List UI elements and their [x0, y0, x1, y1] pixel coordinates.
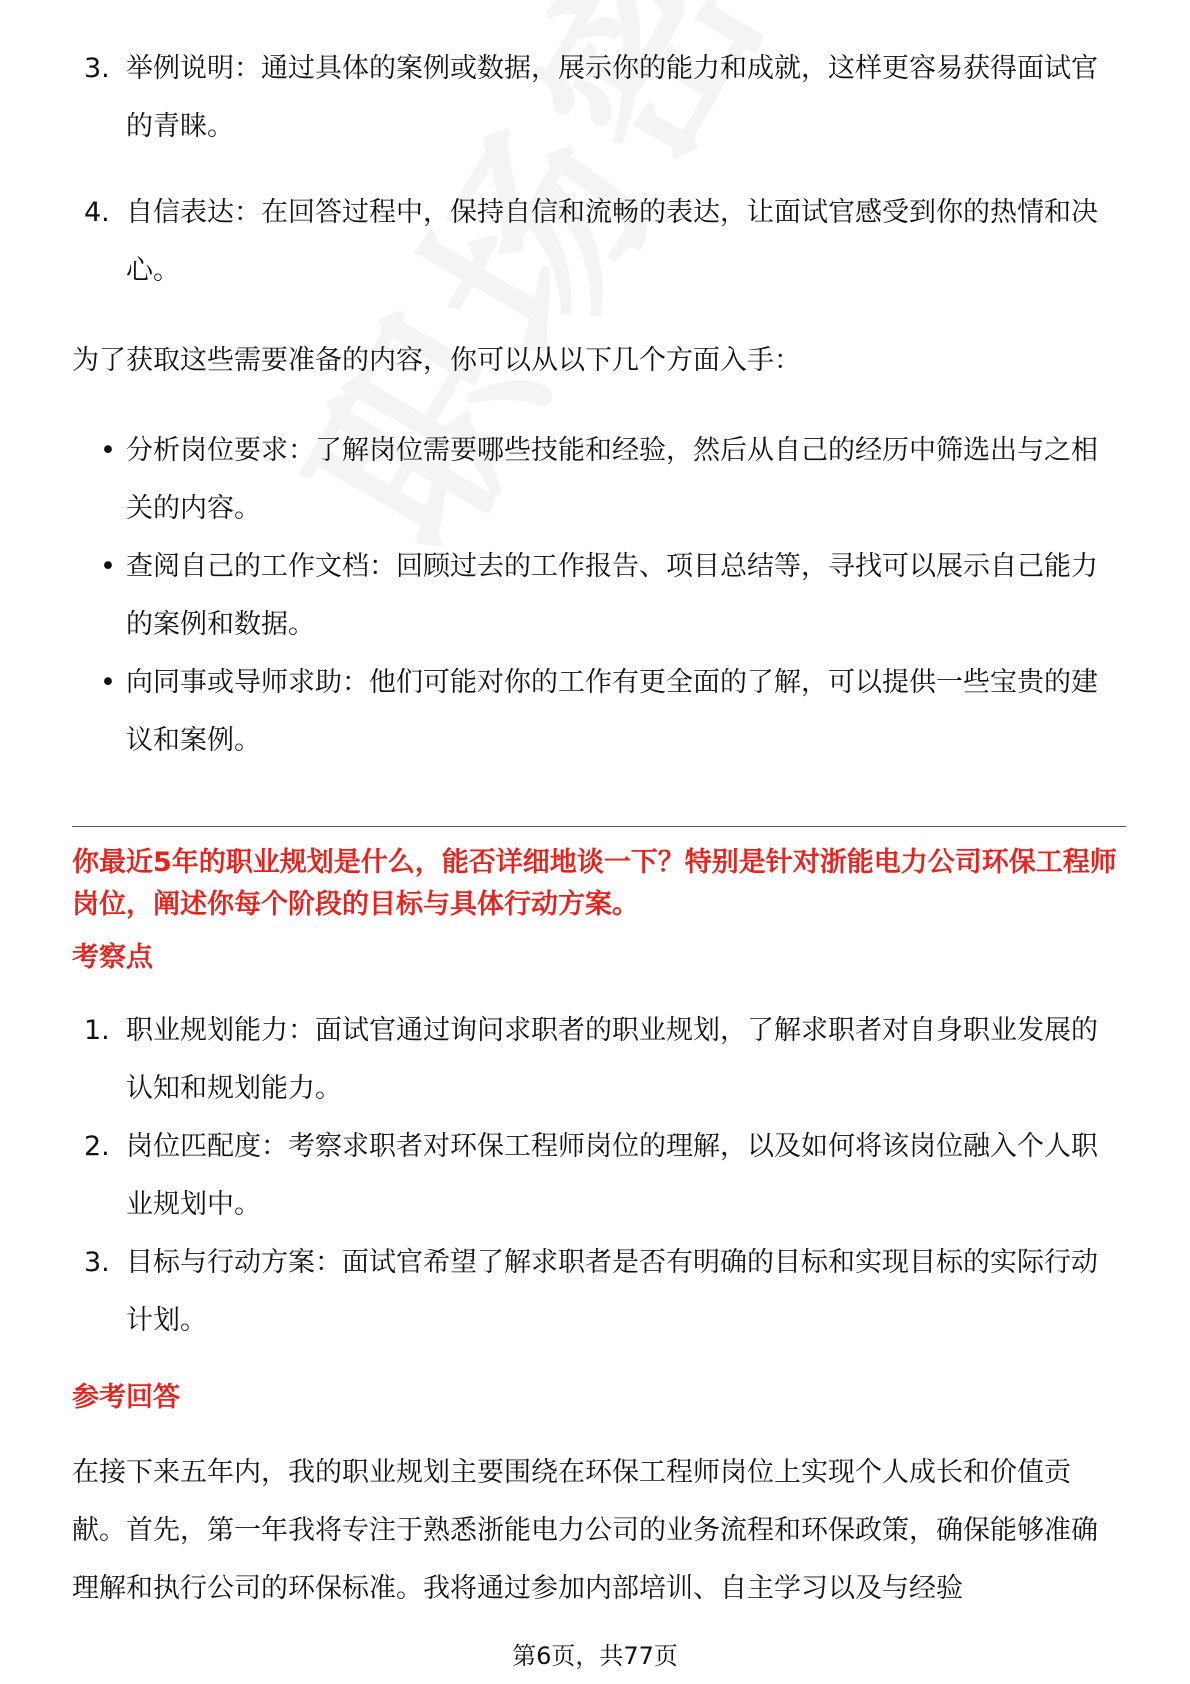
answer-heading: 参考回答 [72, 1382, 180, 1413]
page-footer: 第6页，共77页 [512, 1642, 678, 1670]
list-item [72, 1234, 1122, 1350]
interview-question: 你最近5年的职业规划是什么，能否详细地谈一下？特别是针对浙能电力公司环保工程师岗位，阐述你每个阶段的目标与具体行动方案。 [72, 847, 1117, 920]
list-number: 3. [84, 1247, 110, 1278]
bullet-item-text: 查阅自己的工作文档：回顾过去的工作报告、项目总结等，寻找可以展示自己能力的案例和数据。 [126, 551, 1098, 640]
list-item [72, 184, 1122, 300]
bullet-item-text: 向同事或导师求助：他们可能对你的工作有更全面的了解，可以提供一些宝贵的建议和案例。 [126, 667, 1098, 756]
bullet-dot-icon: • [100, 435, 116, 466]
bullet-dot-icon: • [100, 551, 116, 582]
list-number: 1. [84, 1015, 110, 1046]
section-divider [72, 826, 1126, 827]
list-number: 4. [84, 197, 110, 228]
list-item-text: 目标与行动方案：面试官希望了解求职者是否有明确的目标和实现目标的实际行动计划。 [126, 1247, 1098, 1336]
list-number: 2. [84, 1131, 110, 1162]
bullet-item-text: 分析岗位要求：了解岗位需要哪些技能和经验，然后从自己的经历中筛选出与之相关的内容。 [126, 435, 1098, 524]
list-item [72, 1002, 1122, 1118]
bullet-item [72, 654, 1122, 770]
bullet-item [72, 538, 1122, 654]
list-number: 3. [84, 53, 110, 84]
list-item [72, 1118, 1122, 1234]
bullet-item [72, 422, 1122, 538]
list-item-text: 自信表达：在回答过程中，保持自信和流畅的表达，让面试官感受到你的热情和决心。 [126, 197, 1098, 286]
list-item-text: 岗位匹配度：考察求职者对环保工程师岗位的理解，以及如何将该岗位融入个人职业规划中。 [126, 1131, 1098, 1220]
intro-paragraph: 为了获取这些需要准备的内容，你可以从以下几个方面入手： [72, 345, 801, 376]
list-item-text: 举例说明：通过具体的案例或数据，展示你的能力和成就，这样更容易获得面试官的青睐。 [126, 53, 1098, 142]
list-item [72, 40, 1122, 156]
bullet-dot-icon: • [100, 667, 116, 698]
list-item-text: 职业规划能力：面试官通过询问求职者的职业规划，了解求职者对自身职业发展的认知和规划能力。 [126, 1015, 1098, 1104]
answer-paragraph: 在接下来五年内，我的职业规划主要围绕在环保工程师岗位上实现个人成长和价值贡献。首先，第一年我将专注于熟悉浙能电力公司的业务流程和环保政策，确保能够准确理解和执行公司的环保标准。我将通过参加内部培训、自主学习以及与经验 [72, 1457, 1098, 1604]
examine-heading: 考察点 [72, 942, 153, 973]
